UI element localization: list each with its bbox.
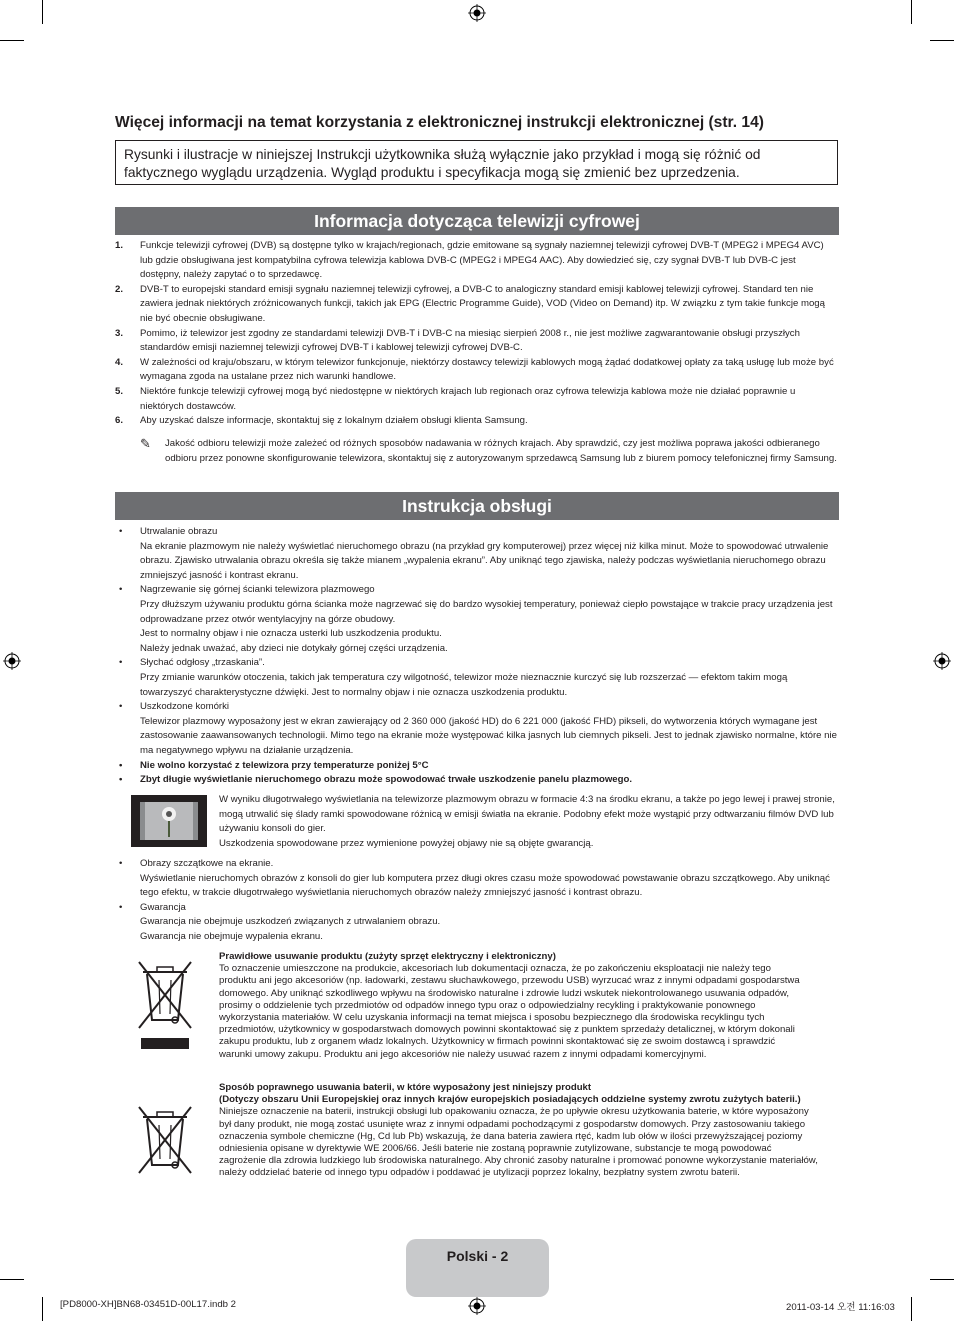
crop-mark <box>42 0 43 24</box>
list-item: • Gwarancja Gwarancja nie obejmuje uszkodzeń związanych z utrwalaniem obrazu. Gwarancja nie obejmuje wypalenia ekranu. <box>115 901 839 945</box>
weee-disposal-text <box>219 951 809 1061</box>
crop-mark <box>0 40 24 41</box>
item-text: Jest to normalny objaw i nie oznacza usterki lub uszkodzenia produktu. <box>140 628 442 640</box>
item-title: Nie wolno korzystać z telewizora przy temperaturze poniżej 5°C <box>140 759 429 771</box>
section-title-digital-tv: Informacja dotycząca telewizji cyfrowej <box>115 207 839 235</box>
list-number: 2. <box>115 283 124 295</box>
weee-title: Prawidłowe usuwanie produktu (zużyty sprzęt elektryczny i elektroniczny) <box>219 951 556 962</box>
list-item: • Nagrzewanie się górnej ścianki telewizora plazmowego Przy dłuższym używaniu produktu górna ścianka może nagrzewać się do bardzo wysokiej temperatury, ponieważ ciepło powstające w trakcie pracy urządzenia jest odprowadzane przez otwór wentylacyjny na górze obudowy. Jest to normalny objaw i nie oznacza usterki lub uszkodzenia produktu. Należy jednak uważać, aby dzieci nie dotykały górnej części urządzenia. <box>115 583 839 656</box>
note-text: Jakość odbioru telewizji może zależeć od różnych sposobów nadawania w różnych krajach. Aby sprawdzić, czy jest możliwa poprawa jakości odbieranego odbioru przez ponowne skonfigurowanie telewizora, skontaktuj się z autoryzowanym sprzedawcą Samsung lub z biurem pomocy telefonicznej firmy Samsung. <box>165 438 837 464</box>
instructions-list-2 <box>115 857 839 945</box>
battery-body: Niniejsze oznaczenie na baterii, instrukcji obsługi lub opakowaniu oznacza, że po upływie okresu użytkowania baterie, w które wyposażony był dany produkt, nie mogą zostać usunięte wraz z innymi odpadami pochodzącymi z gospodarstw domowych. Przy zastosowaniu takiego oznaczenia symbole chemiczne (Hg, Cd lub Pb) wskazują, że dana bateria zawiera rtęć, kadm lub ołów w ilości przewyższającej poziomy odniesienia opisane w dyrektywie WE 2006/66. Jeśli baterie nie zostaną poprawnie zutylizowane, substancje te mogą powodować zagrożenie dla zdrowia ludzkiego lub środowiska naturalnego. Aby chronić zasoby naturalne i promować ponowne wykorzystanie materiałów, należy oddzielać baterie od innego typu odpadów i poddawać je utylizacji poprzez lokalny, bezpłatny system zwrotu baterii. <box>219 1106 818 1179</box>
item-text: Należy jednak uważać, aby dzieci nie dotykały górnej części urządzenia. <box>140 642 448 654</box>
item-text: Telewizor plazmowy wyposażony jest w ekran zawierający od 2 360 000 (jakość HD) do 6 221 000 (jakość FHD) pikseli, do wytworzenia których wymagane jest zastosowanie zaawansowanych technologii. Mimo tego na ekranie może występować kilka jasnych lub ciemnych pikseli. Jest to jednak zjawisko normalne, które nie ma negatywnego wpływu na działanie urządzenia. <box>140 715 837 756</box>
list-item <box>115 327 839 356</box>
battery-subtitle: (Dotyczy obszaru Unii Europejskiej oraz innych krajów europejskich posiadających oddzielne systemy zwrotu zużytych baterii.) <box>219 1094 801 1106</box>
crop-mark <box>911 1297 912 1321</box>
crop-mark <box>930 1279 954 1280</box>
item-title: Obrazy szczątkowe na ekranie. <box>140 858 274 869</box>
item-title: Nagrzewanie się górnej ścianki telewizora plazmowego <box>140 584 375 596</box>
registration-mark-icon <box>468 4 486 22</box>
item-text: Gwarancja nie obejmuje wypalenia ekranu. <box>140 930 323 942</box>
list-item <box>115 356 839 385</box>
item-text: Wyświetlanie nieruchomych obrazów z konsoli do gier lub komputera przez długi okres czasu może spowodować powstawanie obrazu szczątkowego. Aby uniknąć tego efektu, w trakcie długotrwałego wyświetlania nieruchomych obrazów należy zmniejszyć jasność i kontrast obrazu. <box>140 872 830 899</box>
list-number: 1. <box>115 240 124 251</box>
item-title: Słychać odgłosy „trzaskania”. <box>140 657 265 669</box>
item-title: Utrwalanie obrazu <box>140 526 218 537</box>
registration-mark-icon <box>468 1297 486 1315</box>
crop-mark <box>911 0 912 24</box>
list-text: Aby uzyskać dalsze informacje, skontaktuj się z lokalnym działem obsługi klienta Samsung. <box>140 415 528 427</box>
list-item: • Słychać odgłosy „trzaskania”. Przy zmianie warunków otoczenia, takich jak temperatura czy wilgotność, telewizor może nieznacznie kurczyć się lub rozszerzać — efektom takim mogą towarzyszyć charakterystyczne dźwięki. Jest to normalny objaw i nie oznacza uszkodzenia produktu. <box>115 656 839 700</box>
list-item: • Nie wolno korzystać z telewizora przy temperaturze poniżej 5°C <box>115 759 839 774</box>
item-text: Przy dłuższym używaniu produktu górna ścianka może nagrzewać się do bardzo wysokiej temperatury, ponieważ ciepło powstające w trakcie pracy urządzenia jest odprowadzane przez otwór wentylacyjny na górze obudowy. <box>140 598 833 625</box>
page-label: Polski - 2 <box>446 1248 509 1264</box>
list-item <box>115 283 839 327</box>
list-text: DVB-T to europejski standard emisji sygnału naziemnej telewizji cyfrowej, a DVB-C to analogiczny standard emisji kablowej telewizji cyfrowej. Standard ten nie zawiera jednak niektórych zróżnicowanych funkcji, takich jak EPG (Electric Programme Guide), VOD (Video on Demand) itp. W związku z tym takie funkcje mogą nie być obecnie obsługiwane. <box>140 283 825 324</box>
item-text: Gwarancja nie obejmuje uszkodzeń związanych z utrwalaniem obrazu. <box>140 916 441 928</box>
file-info: [PD8000-XH]BN68-03451D-00L17.indb 2 <box>60 1299 236 1310</box>
list-item: • Uszkodzone komórki Telewizor plazmowy wyposażony jest w ekran zawierający od 2 360 000 (jakość HD) do 6 221 000 (jakość FHD) pikseli, do wytworzenia których wymagane jest zastosowanie zaawansowanych technologii. Mimo tego na ekranie może występować kilka jasnych lub ciemnych pikseli. Jest to jednak zjawisko normalne, które nie ma negatywnego wpływu na działanie urządzenia. <box>115 700 839 758</box>
crossed-battery-bin-icon <box>135 1103 195 1177</box>
registration-mark-icon <box>3 652 21 670</box>
disclaimer-box: Rysunki i ilustracje w niniejszej Instrukcji użytkownika służą wyłącznie jako przykład i mogą się różnić od faktycznego wyglądu urządzenia. Wygląd produktu i specyfikacja mogą się zmienić bez uprzedzenia. <box>115 140 838 185</box>
list-text: Funkcje telewizji cyfrowej (DVB) są dostępne tylko w krajach/regionach, gdzie emitowane są sygnały naziemnej telewizji cyfrowej DVB-T (MPEG2 i MPEG4 AVC) lub gdzie obsługiwana jest kompatybilna cyfrowa telewizja kablowa DVB-C (MPEG2 i MPEG4 AAC). Aby dowiedzieć się, czy sygnał DVB-T lub DVB-C jest dostępny, należy zapytać o to sprzedawcę. <box>140 240 824 281</box>
registration-mark-icon <box>933 652 951 670</box>
list-text: Pomimo, iż telewizor jest zgodny ze standardami telewizji DVB-T i DVB-C na miesiąc sierpień 2008 r., nie jest możliwe zagwarantowanie obsługi przyszłych standardów emisji naziemnej telewizji cyfrowej DVB-T i kablowej telewizji cyfrowej DVB-C. <box>140 327 800 354</box>
battery-title: Sposób poprawnego usuwania baterii, w które wyposażony jest niniejszy produkt <box>219 1082 592 1093</box>
item-text: Przy zmianie warunków otoczenia, takich jak temperatura czy wilgotność, telewizor może nieznacznie kurczyć się lub rozszerzać — efektom takim mogą towarzyszyć charakterystyczne dźwięki. Jest to normalny objaw i nie oznacza uszkodzenia produktu. <box>140 671 788 698</box>
list-text: Niektóre funkcje telewizji cyfrowej mogą być niedostępne w niektórych krajach lub regionach oraz cyfrowa telewizja kablowa może nie działać poprawnie u niektórych dostawców. <box>140 385 796 412</box>
list-item: • Obrazy szczątkowe na ekranie. Wyświetlanie nieruchomych obrazów z konsoli do gier lub komputera przez długi okres czasu może spowodować powstawanie obrazu szczątkowego. Aby uniknąć tego efektu, w trakcie długotrwałego wyświetlania nieruchomych obrazów należy zmniejszyć jasność i kontrast obrazu. <box>115 857 839 901</box>
item-title: Uszkodzone komórki <box>140 701 230 713</box>
pencil-note-icon: ✎ <box>140 436 151 451</box>
list-text: W zależności od kraju/obszaru, w którym telewizor funkcjonuje, niektórzy dostawcy telewizji kablowych mogą żądać dodatkowej opłaty za taką usługę lub może być wymagana zgoda na ustalane przez nich warunki handlowe. <box>140 356 834 383</box>
print-timestamp: 2011-03-14 오전 11:16:03 <box>786 1302 895 1313</box>
instructions-list <box>115 525 839 788</box>
list-number: 4. <box>115 356 124 368</box>
section-title-instructions: Instrukcja obsługi <box>115 492 839 520</box>
crossed-bin-icon <box>135 958 195 1050</box>
list-number: 5. <box>115 385 124 397</box>
flower-icon <box>155 805 183 837</box>
digital-tv-list <box>115 239 839 429</box>
image-retention-text: W wyniku długotrwałego wyświetlania na telewizorze plazmowym obrazu w formacie 4:3 na środku ekranu, a także po jego lewej i prawej stronie, mogą utrwalić się ślady ramki spowodowane różnicą w emisji światła na ekranie. Podobny efekt może wystąpić przy odtwarzaniu filmów DVD lub używaniu konsoli do gier. Uszkodzenia spowodowane przez wymienione powyżej objawy nie są objęte gwarancją. <box>219 794 835 849</box>
list-number: 3. <box>115 327 124 339</box>
item-title: Gwarancja <box>140 901 186 913</box>
crop-mark <box>0 1279 24 1280</box>
crop-mark <box>42 1297 43 1321</box>
crop-mark <box>930 40 954 41</box>
tv-screen-image <box>131 795 207 847</box>
list-item: • Zbyt długie wyświetlanie nieruchomego obrazu może spowodować trwałe uszkodzenie panelu plazmowego. <box>115 773 839 788</box>
page-heading: Więcej informacji na temat korzystania z elektronicznej instrukcji elektronicznej (str. 14) <box>115 114 764 131</box>
list-item <box>115 414 839 429</box>
list-item: • Utrwalanie obrazu Na ekranie plazmowym nie należy wyświetlać nieruchomego obrazu (na przykład gry komputerowej) przez więcej niż kilka minut. Może to spowodować utrwalenie obrazu. Zjawisko utrwalania obrazu określa się także mianem „wypalenia ekranu”. Aby uniknąć tego zjawiska, należy podczas wyświetlania nieruchomego obrazu zmniejszyć jasność i kontrast ekranu. <box>115 525 839 583</box>
weee-body: To oznaczenie umieszczone na produkcie, akcesoriach lub dokumentacji oznacza, że po zakończeniu eksploatacji nie należy tego produktu ani jego akcesoriów (np. ładowarki, zestawu słuchawkowego, przewodu USB) wyrzucać wraz z innymi odpadami gospodarstwa domowego. Aby uniknąć szkodliwego wpływu na środowisko naturalne i zdrowie ludzi wskutek niekontrolowanego usuwania odpadów, prosimy o oddzielenie tych przedmiotów od odpadów innego typu oraz o odpowiedzialny recykling i praktykowanie ponownego wykorzystania materiałów. W celu uzyskania informacji na temat miejsca i sposobu bezpiecznego dla środowiska recyklingu tych przedmiotów, użytkownicy w gospodarstwach domowych powinni skontaktować się z punktem sprzedaży detalicznej, w którym dokonali zakupu produktu, lub z organem władz lokalnych. Użytkownicy w firmach powinni skontaktować się ze swoim dostawcą i sprawdzić warunki umowy zakupu. Produktu ani jego akcesoriów nie należy usuwać razem z innymi odpadami komercyjnymi. <box>219 963 800 1060</box>
item-text: Na ekranie plazmowym nie należy wyświetlać nieruchomego obrazu (na przykład gry komputerowej) przez więcej niż kilka minut. Może to spowodować utrwalenie obrazu. Zjawisko utrwalania obrazu określa się także mianem „wypalenia ekranu”. Aby uniknąć tego zjawiska, należy podczas wyświetlania nieruchomego obrazu zmniejszyć jasność i kontrast ekranu. <box>140 540 829 581</box>
item-title: Zbyt długie wyświetlanie nieruchomego obrazu może spowodować trwałe uszkodzenie panelu plazmowego. <box>140 774 633 786</box>
reception-note <box>140 437 839 466</box>
battery-disposal-text <box>219 1082 819 1180</box>
page-number-tab <box>406 1239 549 1297</box>
list-item <box>115 239 839 283</box>
list-number: 6. <box>115 415 124 427</box>
list-item <box>115 385 839 414</box>
